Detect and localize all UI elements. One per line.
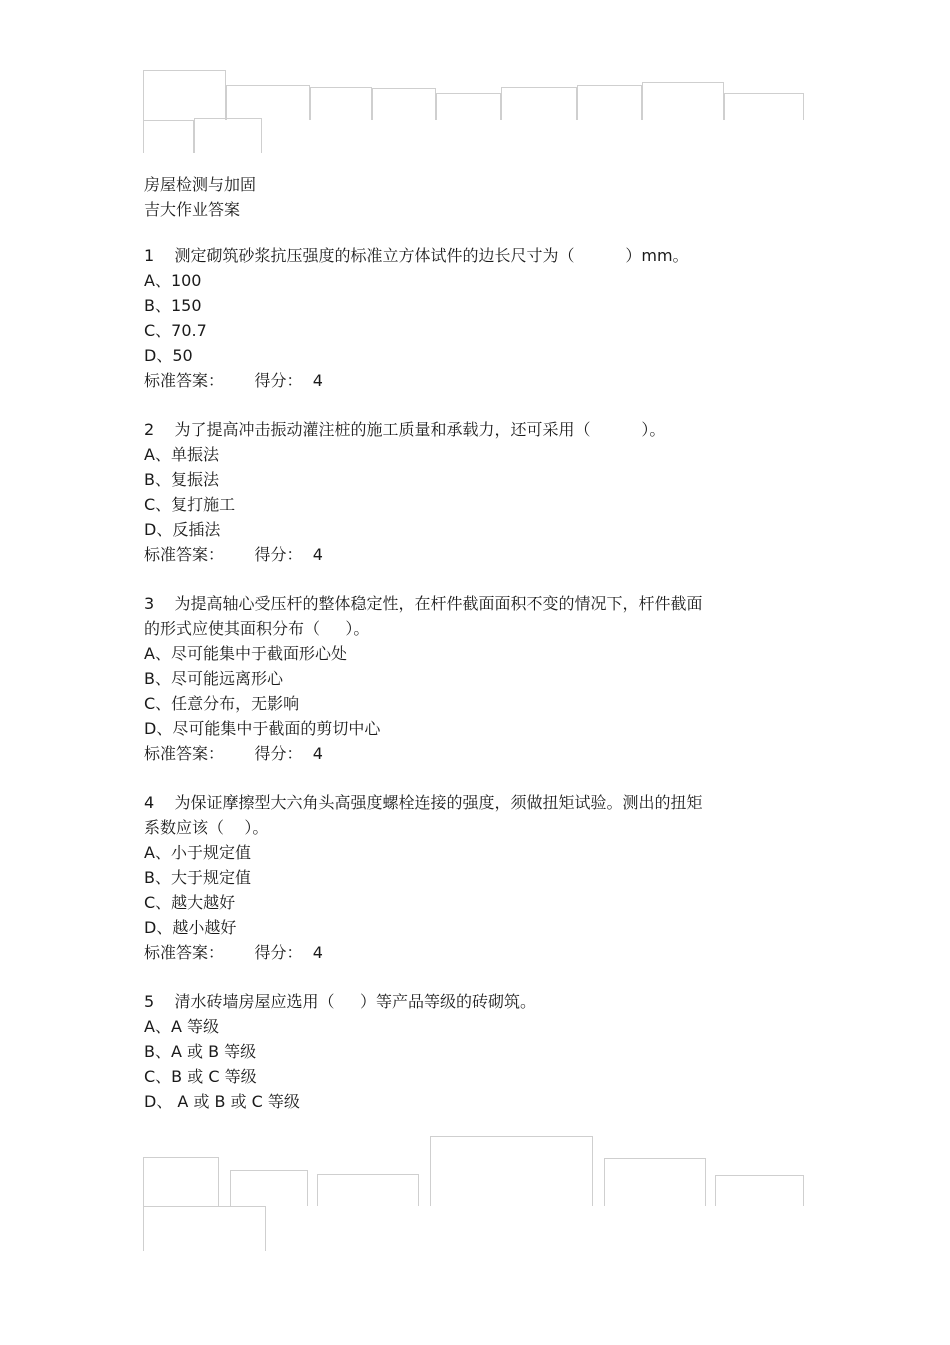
option-b: B、150 [144, 296, 202, 315]
answer-line: 标准答案： 得分： 4 [144, 545, 323, 564]
option-c: C、任意分布，无影响 [144, 694, 300, 713]
option-a: A、A 等级 [144, 1017, 219, 1036]
option-c: C、B 或 C 等级 [144, 1067, 257, 1086]
answer-line: 标准答案： 得分： 4 [144, 744, 323, 763]
option-c: C、复打施工 [144, 495, 236, 514]
option-b: B、大于规定值 [144, 868, 251, 887]
question-stem: 1 测定砌筑砂浆抗压强度的标准立方体试件的边长尺寸为（ ）mm。 [144, 246, 689, 265]
question-stem: 5 清水砖墙房屋应选用（ ）等产品等级的砖砌筑。 [144, 992, 536, 1011]
option-c: C、70.7 [144, 321, 207, 340]
option-d: D、越小越好 [144, 918, 237, 937]
deco-frame [143, 1157, 219, 1206]
question-4 [144, 790, 784, 965]
question-stem-continued: 的形式应使其面积分布（ ）。 [144, 619, 370, 638]
question-stem: 2 为了提高冲击振动灌注桩的施工质量和承载力，还可采用（ ）。 [144, 420, 666, 439]
answer-line: 标准答案： 得分： 4 [144, 371, 323, 390]
deco-frame [430, 1136, 593, 1206]
option-b: B、A 或 B 等级 [144, 1042, 257, 1061]
deco-frame [577, 85, 642, 120]
document-subtitle: 吉大作业答案 [144, 200, 241, 219]
document-body [144, 172, 784, 1114]
question-3 [144, 591, 784, 766]
question-1 [144, 243, 784, 393]
deco-frame [143, 70, 226, 120]
deco-frame [436, 93, 501, 120]
question-stem-continued: 系数应该（ ）。 [144, 818, 269, 837]
deco-frame [230, 1170, 308, 1206]
deco-frame [715, 1175, 804, 1206]
option-d: D、反插法 [144, 520, 221, 539]
deco-frame [372, 88, 436, 120]
deco-frame [604, 1158, 706, 1206]
option-d: D、尽可能集中于截面的剪切中心 [144, 719, 381, 738]
deco-frame [143, 1206, 266, 1251]
deco-frame [317, 1174, 419, 1206]
question-5 [144, 989, 784, 1114]
deco-frame [724, 93, 804, 120]
deco-frame [310, 87, 372, 120]
option-a: A、100 [144, 271, 202, 290]
deco-frame [501, 87, 577, 120]
answer-line: 标准答案： 得分： 4 [144, 943, 323, 962]
option-b: B、尽可能远离形心 [144, 669, 283, 688]
deco-frame [642, 82, 724, 120]
option-a: A、单振法 [144, 445, 219, 464]
option-d: D、 A 或 B 或 C 等级 [144, 1092, 300, 1111]
question-2 [144, 417, 784, 567]
question-stem: 4 为保证摩擦型大六角头高强度螺栓连接的强度，须做扭矩试验。测出的扭矩 [144, 793, 703, 812]
option-d: D、50 [144, 346, 193, 365]
deco-frame [194, 118, 262, 153]
option-a: A、小于规定值 [144, 843, 251, 862]
option-a: A、尽可能集中于截面形心处 [144, 644, 347, 663]
deco-frame [226, 85, 310, 120]
option-c: C、越大越好 [144, 893, 236, 912]
deco-frame [143, 120, 194, 153]
option-b: B、复振法 [144, 470, 219, 489]
question-stem: 3 为提高轴心受压杆的整体稳定性，在杆件截面面积不变的情况下，杆件截面 [144, 594, 703, 613]
document-title: 房屋检测与加固 [144, 175, 257, 194]
